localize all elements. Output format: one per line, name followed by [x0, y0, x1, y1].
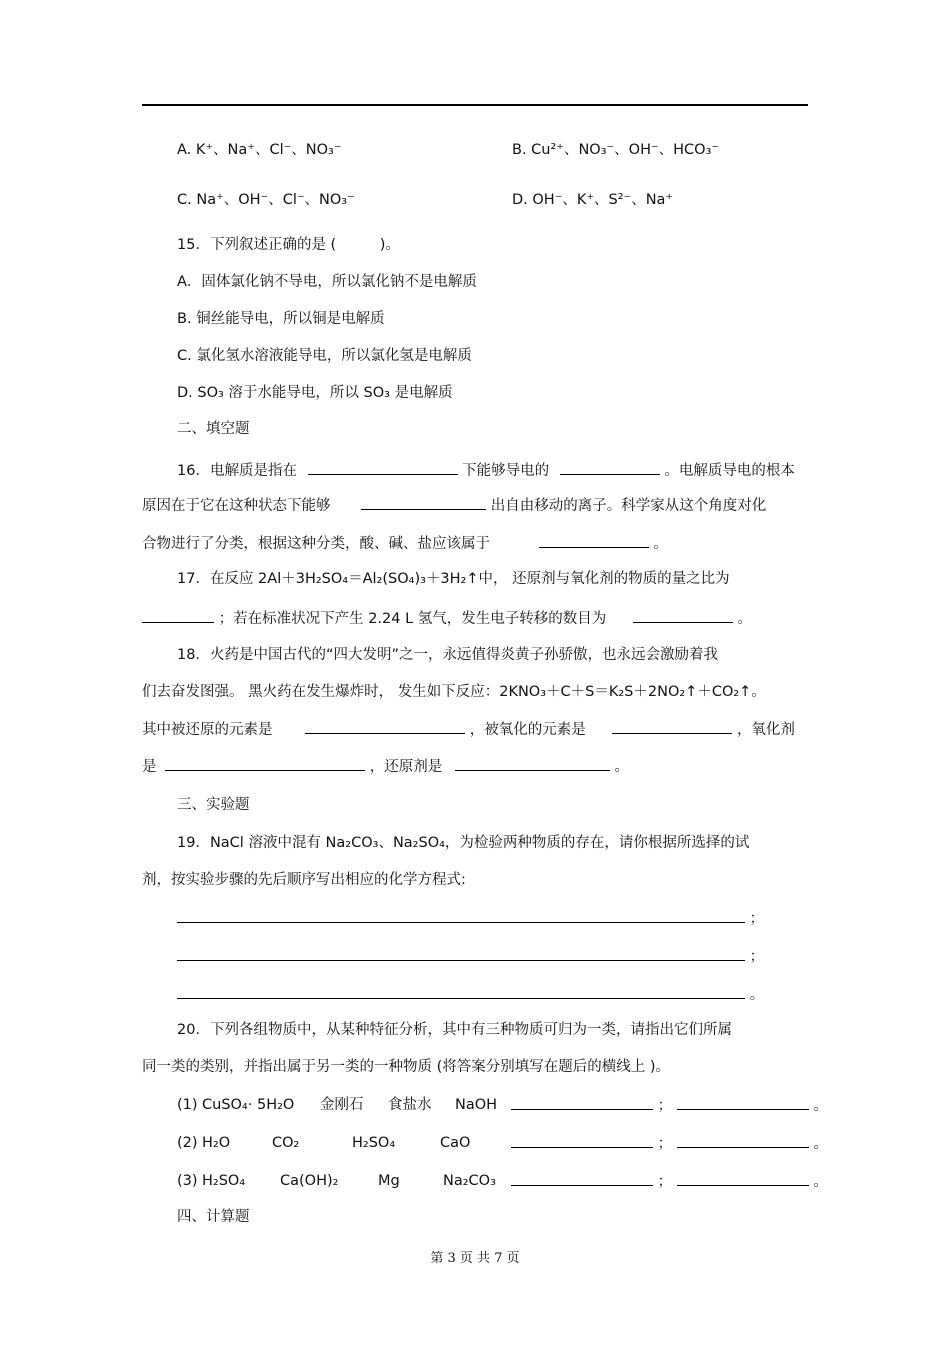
section-calculation-heading: 四、计算题: [177, 1209, 250, 1225]
q15-option-b: B. 铜丝能导电，所以铜是电解质: [177, 311, 385, 327]
q18-blank-1[interactable]: [305, 719, 465, 734]
q19-blank-2[interactable]: [177, 946, 745, 961]
q17-blank-1[interactable]: [142, 608, 214, 623]
q15-option-c: C. 氯化氢水溶液能导电，所以氯化氢是电解质: [177, 348, 472, 364]
section-experiment-heading: 三、实验题: [177, 797, 250, 813]
q19-answer-line-2: ；: [177, 946, 764, 967]
q18-line-1: 18．火药是中国古代的“四大发明”之一，永远值得炎黄子孙骄傲，也永远会激励着我: [177, 647, 718, 663]
q20-row-3-item-3: Mg: [378, 1173, 400, 1189]
q20-line-1: 20．下列各组物质中，从某种特征分析，其中有三种物质可归为一类，请指出它们所属: [177, 1022, 732, 1038]
q16-blank-4[interactable]: [539, 533, 649, 548]
q14-option-b: B. Cu²⁺、NO₃⁻、OH⁻、HCO₃⁻: [512, 142, 720, 158]
q19-answer-line-3: 。: [177, 984, 764, 1005]
q18-line-2: 们去奋发图强。 黑火药在发生爆炸时， 发生如下反应：2KNO₃＋C＋S＝K₂S＋2NO₂↑＋CO₂↑。: [142, 684, 766, 700]
q18-blank-4[interactable]: [455, 756, 610, 771]
q20-row-2-item-2: CO₂: [272, 1135, 300, 1151]
page-number-footer: 第 3 页 共 7 页: [430, 1251, 520, 1266]
header-rule: [142, 104, 808, 106]
q18-blank-3[interactable]: [165, 756, 365, 771]
q16-blank-1[interactable]: [308, 460, 458, 475]
section-fill-in-heading: 二、填空题: [177, 421, 250, 437]
q17-blank-2[interactable]: [633, 608, 733, 623]
q20-row-1-item-4: NaOH: [455, 1097, 498, 1113]
q18-line-4: 是 ，还原剂是 。: [142, 756, 629, 777]
q15-option-d: D. SO₃ 溶于水能导电，所以 SO₃ 是电解质: [177, 385, 453, 401]
q15-option-a: A．固体氯化钠不导电，所以氯化钠不是电解质: [177, 274, 477, 290]
q20-row-3-item-1: H₂SO₄: [202, 1173, 246, 1189]
q19-blank-3[interactable]: [177, 984, 745, 999]
q16-line-1: 16．电解质是指在 下能够导电的 。电解质导电的根本: [177, 460, 795, 481]
q20-row-1-item-3: 食盐水: [388, 1097, 432, 1113]
q20-row-3-blank-2[interactable]: [677, 1171, 809, 1186]
q20-row-2-answers: ； 。: [511, 1133, 828, 1154]
q16-line-3: 合物进行了分类，根据这种分类，酸、碱、盐应该属于 。: [142, 533, 668, 554]
q20-row-3-answers: ； 。: [511, 1171, 828, 1192]
q14-option-d: D. OH⁻、K⁺、S²⁻、Na⁺: [512, 192, 674, 208]
q20-row-2-blank-1[interactable]: [511, 1133, 653, 1148]
q20-row-1-answers: ； 。: [511, 1095, 828, 1116]
q19-line-2: 剂，按实验步骤的先后顺序写出相应的化学方程式:: [142, 872, 466, 888]
q19-line-1: 19．NaCl 溶液中混有 Na₂CO₃、Na₂SO₄，为检验两种物质的存在，请你根据所选择的试: [177, 835, 750, 851]
q19-answer-line-1: ；: [177, 908, 764, 929]
q20-row-3-item-2: Ca(OH)₂: [280, 1173, 339, 1189]
q20-row-2-num: (2): [177, 1135, 198, 1151]
q20-row-1-num: (1): [177, 1097, 198, 1113]
q17-line-1: 17．在反应 2Al＋3H₂SO₄＝Al₂(SO₄)₃＋3H₂↑中， 还原剂与氧化剂的物质的量之比为: [177, 571, 730, 587]
q20-row-1-item-2: 金刚石: [320, 1097, 364, 1113]
q20-row-2-item-3: H₂SO₄: [352, 1135, 396, 1151]
q20-row-2-item-4: CaO: [440, 1135, 471, 1151]
q20-row-3-blank-1[interactable]: [511, 1171, 653, 1186]
q20-row-1-item-1: CuSO₄· 5H₂O: [202, 1097, 295, 1113]
q20-row-2-item-1: H₂O: [202, 1135, 231, 1151]
q20-row-3-item-4: Na₂CO₃: [443, 1173, 496, 1189]
q16-line-2: 原因在于它在这种状态下能够 出自由移动的离子。科学家从这个角度对化: [142, 495, 766, 516]
q18-blank-2[interactable]: [612, 719, 732, 734]
q15-stem: 15．下列叙述正确的是 ( )。: [177, 237, 400, 253]
q20-row-2-blank-2[interactable]: [677, 1133, 809, 1148]
q20-row-1-blank-1[interactable]: [511, 1095, 653, 1110]
q16-blank-2[interactable]: [560, 460, 660, 475]
q14-option-a: A. K⁺、Na⁺、Cl⁻、NO₃⁻: [177, 142, 342, 158]
q20-row-3-num: (3): [177, 1173, 198, 1189]
q19-blank-1[interactable]: [177, 908, 745, 923]
q20-line-2: 同一类的类别，并指出属于另一类的一种物质 (将答案分别填写在题后的横线上 )。: [142, 1059, 671, 1075]
q17-line-2: ；若在标准状况下产生 2.24 L 氢气，发生电子转移的数目为 。: [142, 608, 752, 629]
q16-blank-3[interactable]: [361, 495, 486, 510]
q20-row-1-blank-2[interactable]: [677, 1095, 809, 1110]
q18-line-3: 其中被还原的元素是 ，被氧化的元素是 ，氧化剂: [142, 719, 795, 740]
q14-option-c: C. Na⁺、OH⁻、Cl⁻、NO₃⁻: [177, 192, 355, 208]
